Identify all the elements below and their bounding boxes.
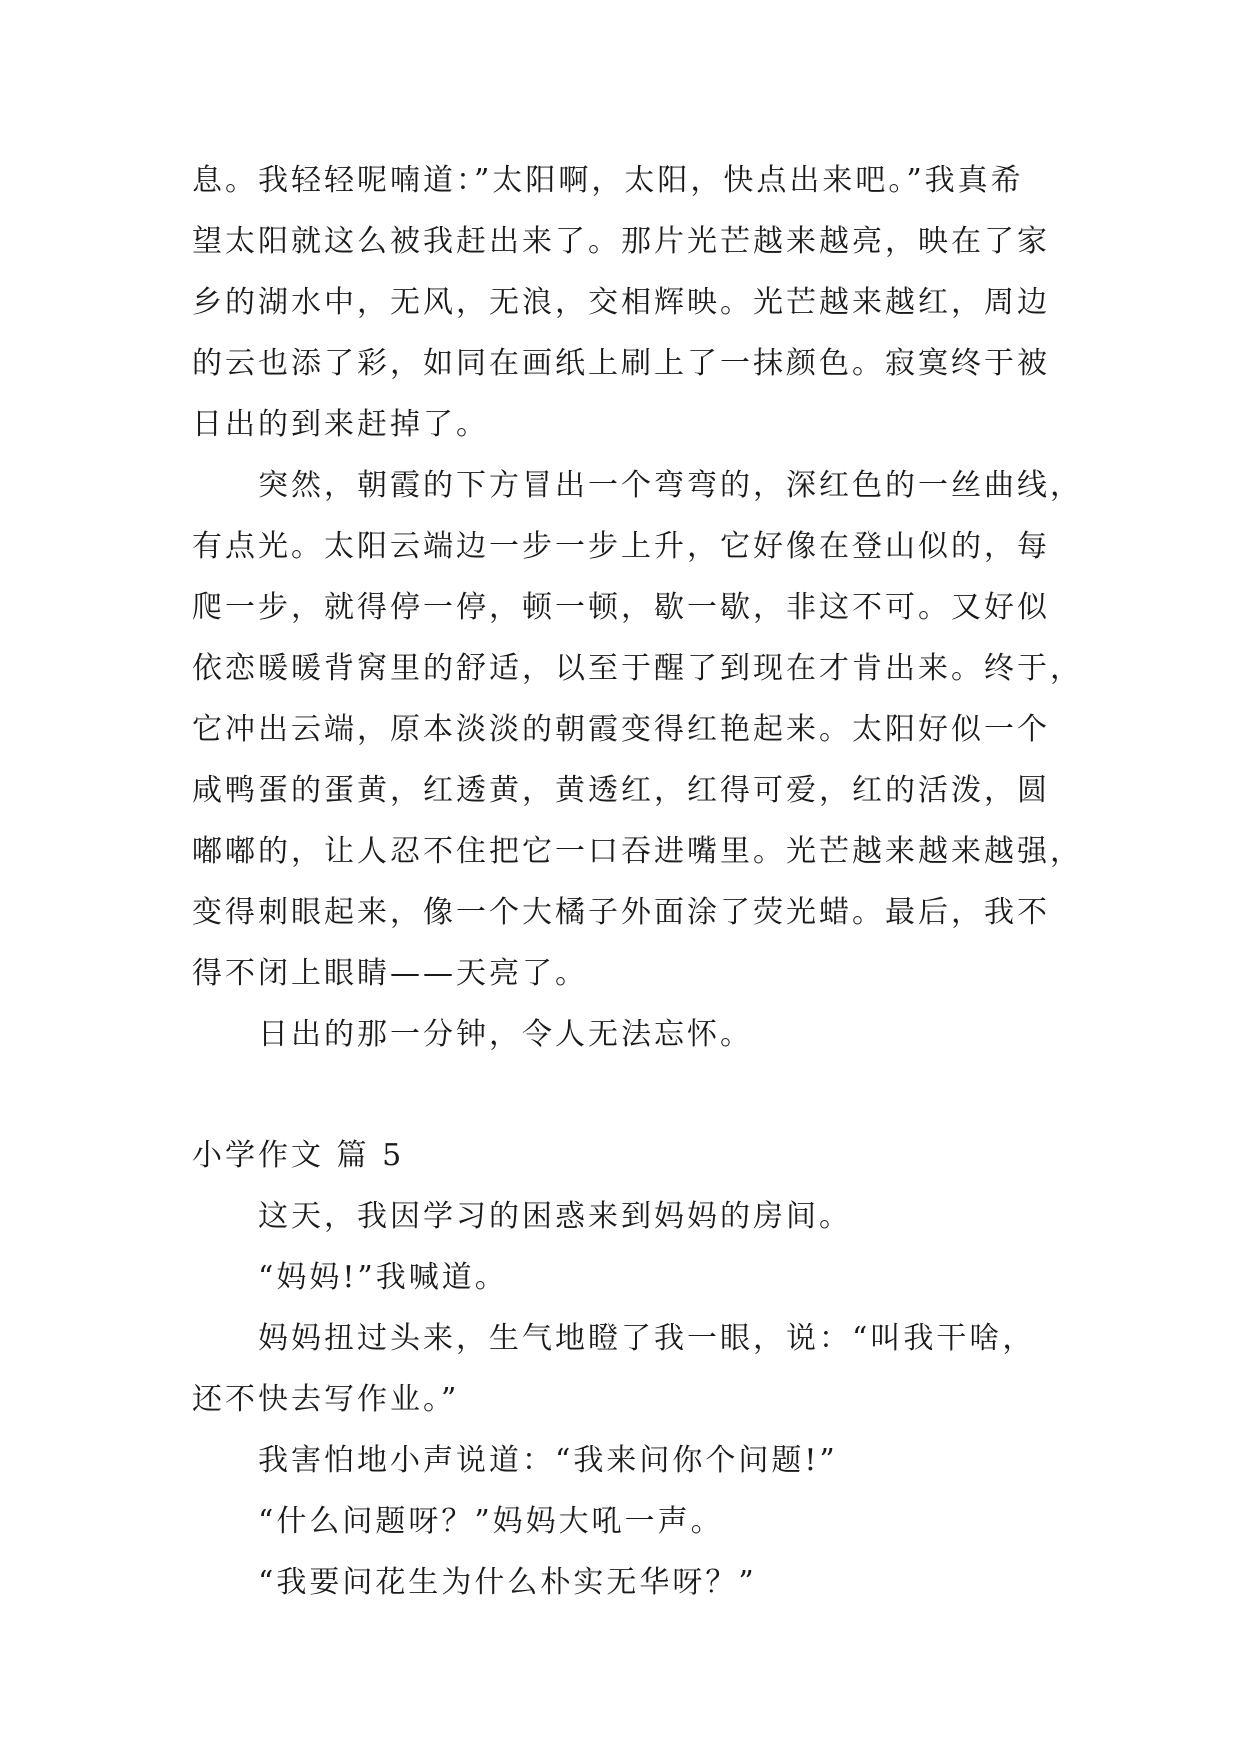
text-line: 乡的湖水中，无风，无浪，交相辉映。光芒越来越红，周边 bbox=[192, 285, 1050, 320]
paragraph-conclusion: 日出的那一分钟，令人无法忘怀。 bbox=[258, 1017, 753, 1052]
text-line: 日出的到来赶掉了。 bbox=[192, 407, 489, 442]
paragraph: “妈妈!”我喊道。 bbox=[258, 1260, 508, 1295]
section-spacer bbox=[192, 1065, 1052, 1125]
text-line: 爬一步，就得停一停，顿一顿，歇一歇，非这不可。又好似 bbox=[192, 590, 1050, 625]
text-line: 咸鸭蛋的蛋黄，红透黄，黄透红，红得可爱，红的活泼，圆 bbox=[192, 773, 1050, 808]
text-line: 得不闭上眼睛——天亮了。 bbox=[192, 956, 588, 991]
section-heading: 小学作文 篇 5 bbox=[192, 1138, 405, 1173]
text-line: 望太阳就这么被我赶出来了。那片光芒越来越亮，映在了家 bbox=[192, 224, 1050, 259]
text-line: 息。我轻轻呢喃道：”太阳啊，太阳，快点出来吧。”我真希 bbox=[192, 163, 1024, 198]
text-line: 它冲出云端，原本淡淡的朝霞变得红艳起来。太阳好似一个 bbox=[192, 712, 1050, 747]
paragraph: “什么问题呀？”妈妈大吼一声。 bbox=[258, 1504, 724, 1539]
text-line: 突然，朝霞的下方冒出一个弯弯的，深红色的一丝曲线， bbox=[258, 468, 1083, 503]
text-line: 还不快去写作业。” bbox=[192, 1382, 460, 1417]
essay-5-body bbox=[192, 1186, 1052, 1613]
text-line: 妈妈扭过头来，生气地瞪了我一眼，说：“叫我干啥， bbox=[258, 1321, 1036, 1356]
text-line: 的云也添了彩，如同在画纸上刷上了一抹颜色。寂寞终于被 bbox=[192, 346, 1050, 381]
paragraph: 我害怕地小声说道：“我来问你个问题!” bbox=[258, 1443, 838, 1478]
paragraph-sunrise bbox=[192, 455, 1083, 1004]
text-line: 有点光。太阳云端边一步一步上升，它好像在登山似的，每 bbox=[192, 529, 1050, 564]
text-line: 变得刺眼起来，像一个大橘子外面涂了荧光蜡。最后，我不 bbox=[192, 895, 1050, 930]
text-line: 嘟嘟的，让人忍不住把它一口吞进嘴里。光芒越来越来越强， bbox=[192, 834, 1083, 869]
paragraph-continuation bbox=[192, 150, 1052, 455]
paragraph: 这天，我因学习的困惑来到妈妈的房间。 bbox=[258, 1199, 852, 1234]
document-body bbox=[192, 150, 1083, 1613]
paragraph: “我要问花生为什么朴实无华呀？” bbox=[258, 1565, 757, 1600]
text-line: 依恋暖暖背窝里的舒适，以至于醒了到现在才肯出来。终于， bbox=[192, 651, 1083, 686]
